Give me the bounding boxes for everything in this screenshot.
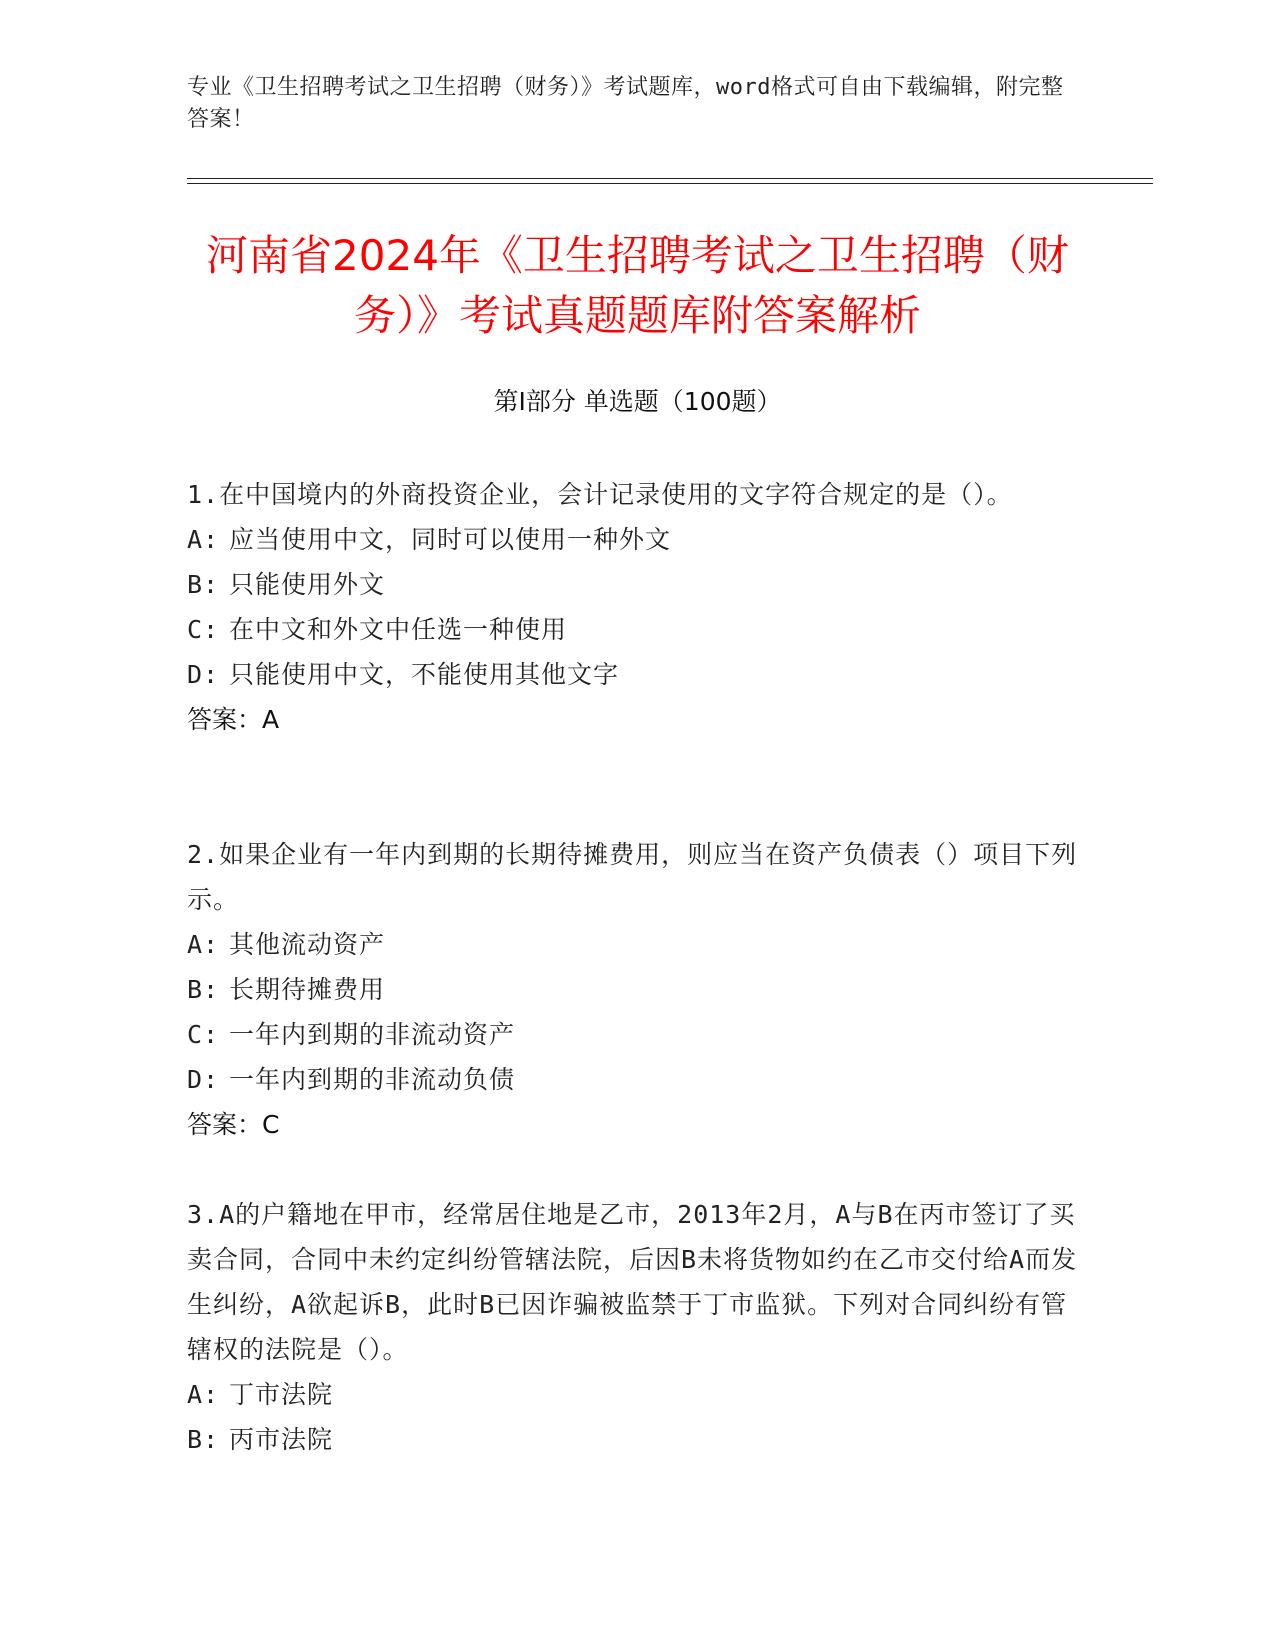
option-text: 在中文和外文中任选一种使用 (229, 615, 568, 644)
header-divider-top (187, 178, 1153, 179)
option-key: A: (187, 1380, 220, 1409)
option-b (187, 562, 1087, 607)
question-text: 3.A的户籍地在甲市，经常居住地是乙市，2013年2月，A与B在丙市签订了买卖合同，合同中未约定纠纷管辖法院，后因B未将货物如约在乙市交付给A而发生纠纷，A欲起诉B，此时B已因诈骗被监禁于丁市监狱。下列对合同纠纷有管辖权的法院是（）。 (187, 1200, 1078, 1364)
option-b (187, 1417, 1087, 1462)
option-b (187, 967, 1087, 1012)
answer: 答案：A (187, 705, 280, 734)
option-key: B: (187, 975, 220, 1004)
option-text: 一年内到期的非流动资产 (229, 1020, 516, 1049)
question-1 (187, 472, 1087, 742)
section-heading: 第Ⅰ部分 单选题（100题） (493, 387, 782, 416)
option-a (187, 1372, 1087, 1417)
option-key: B: (187, 1425, 220, 1454)
header-divider-bottom (187, 183, 1153, 184)
option-text: 一年内到期的非流动负债 (229, 1065, 516, 1094)
option-key: C: (187, 1020, 220, 1049)
option-text: 其他流动资产 (229, 930, 386, 959)
option-text: 只能使用外文 (229, 570, 386, 599)
option-c (187, 607, 1087, 652)
option-text: 长期待摊费用 (229, 975, 386, 1004)
option-key: A: (187, 525, 220, 554)
option-key: B: (187, 570, 220, 599)
question-3 (187, 1192, 1087, 1462)
option-a (187, 922, 1087, 967)
option-c (187, 1012, 1087, 1057)
header-note: 专业《卫生招聘考试之卫生招聘（财务）》考试题库，word格式可自由下载编辑，附完整答案！ (187, 75, 1064, 132)
question-2 (187, 832, 1087, 1147)
option-d (187, 1057, 1087, 1102)
option-key: D: (187, 660, 220, 689)
document-title: 河南省2024年《卫生招聘考试之卫生招聘（财务）》考试真题题库附答案解析 (206, 231, 1069, 340)
option-a (187, 517, 1087, 562)
option-text: 丁市法院 (229, 1380, 334, 1409)
option-text: 应当使用中文，同时可以使用一种外文 (229, 525, 672, 554)
option-key: C: (187, 615, 220, 644)
option-text: 丙市法院 (229, 1425, 334, 1454)
question-text: 2.如果企业有一年内到期的长期待摊费用，则应当在资产负债表（）项目下列示。 (187, 840, 1078, 914)
question-text: 1.在中国境内的外商投资企业，会计记录使用的文字符合规定的是（）。 (187, 480, 1013, 509)
option-d (187, 652, 1087, 697)
option-text: 只能使用中文，不能使用其他文字 (229, 660, 620, 689)
option-key: D: (187, 1065, 220, 1094)
answer: 答案：C (187, 1110, 280, 1139)
option-key: A: (187, 930, 220, 959)
